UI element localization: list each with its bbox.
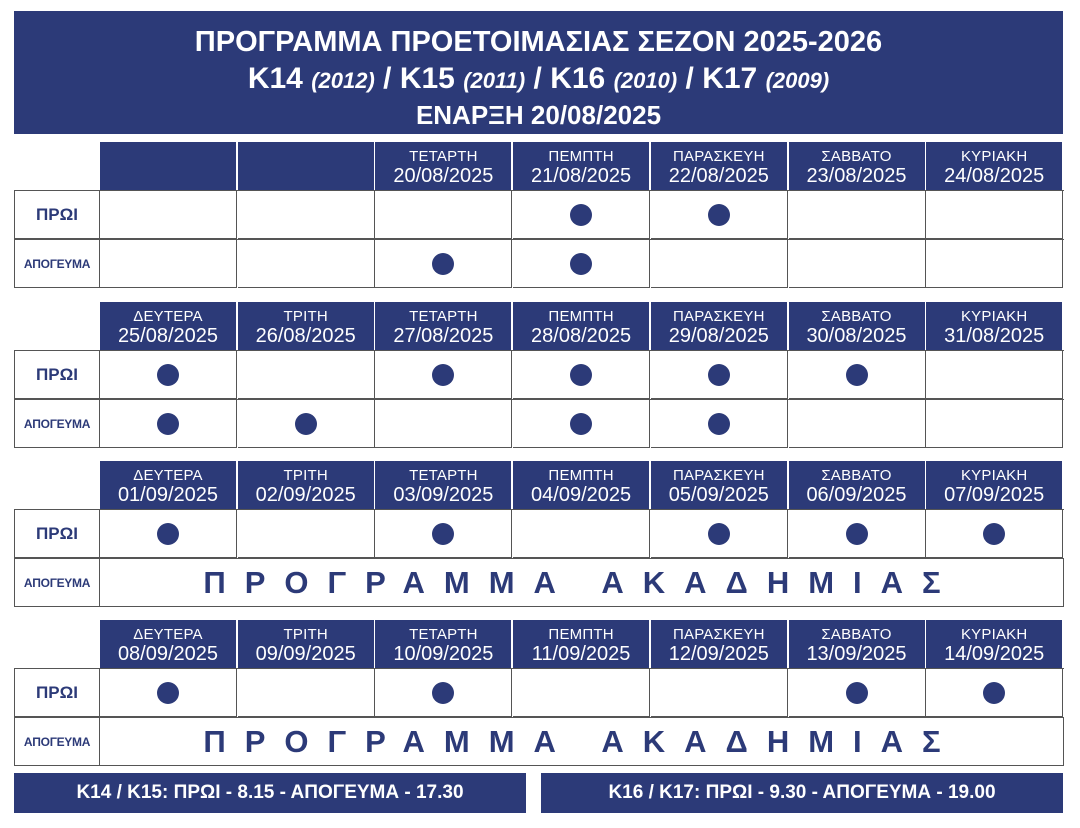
day-date: 29/08/2025 xyxy=(668,325,769,347)
session-dot-icon xyxy=(432,523,454,545)
group-name: Κ15 xyxy=(399,62,455,95)
day-header xyxy=(513,461,649,509)
day-header xyxy=(100,461,236,509)
day-date: 31/08/2025 xyxy=(944,325,1045,347)
session-cell xyxy=(926,191,1063,239)
day-date: 24/08/2025 xyxy=(944,165,1045,187)
session-cell xyxy=(651,191,788,239)
day-name: ΤΡΙΤΗ xyxy=(283,626,328,643)
schedule-title: ΠΡΟΓΡΑΜΜΑ ΠΡΟΕΤΟΙΜΑΣΙΑΣ ΣΕΖΟΝ 2025-2026 xyxy=(194,26,883,58)
session-dot-icon xyxy=(708,364,730,386)
day-header-row xyxy=(14,302,1064,350)
day-name: ΠΑΡΑΣΚΕΥΗ xyxy=(672,308,765,325)
day-name xyxy=(238,142,374,148)
day-name: ΤΕΤΑΡΤΗ xyxy=(409,148,478,165)
week-table xyxy=(14,142,1064,288)
day-name: ΣΑΒΒΑΤΟ xyxy=(821,467,892,484)
session-cell xyxy=(651,669,788,717)
session-dot-icon xyxy=(983,682,1005,704)
day-header-row xyxy=(14,142,1064,190)
session-cell xyxy=(651,351,788,399)
morning-label: ΠΡΩΙ xyxy=(14,510,100,558)
day-date: 20/08/2025 xyxy=(393,165,494,187)
day-name: ΠΕΜΠΤΗ xyxy=(548,467,614,484)
day-date: 14/09/2025 xyxy=(944,643,1045,665)
session-cell xyxy=(375,191,512,239)
session-dot-icon xyxy=(157,682,179,704)
session-cell xyxy=(789,510,926,558)
day-name: ΚΥΡΙΑΚΗ xyxy=(960,308,1028,325)
day-date: 08/09/2025 xyxy=(117,643,219,665)
morning-row xyxy=(14,350,1064,399)
day-date: 27/08/2025 xyxy=(393,325,494,347)
session-dot-icon xyxy=(983,523,1005,545)
group-name: Κ16 xyxy=(550,62,606,95)
session-cell xyxy=(100,351,237,399)
day-date: 02/09/2025 xyxy=(255,484,356,506)
morning-label: ΠΡΩΙ xyxy=(14,669,100,717)
footer-times-k14-k15: Κ14 / Κ15: ΠΡΩΙ - 8.15 - ΑΠΟΓΕΥΜΑ - 17.30 xyxy=(14,773,526,813)
day-header xyxy=(513,620,649,668)
day-name: ΣΑΒΒΑΤΟ xyxy=(821,308,892,325)
academy-program-banner: ΠΡΟΓΡΑΜΜΑ ΑΚΑΔΗΜΙΑΣ xyxy=(100,718,1064,766)
session-cell xyxy=(651,510,788,558)
session-cell xyxy=(513,510,650,558)
day-header xyxy=(238,142,374,190)
session-dot-icon xyxy=(432,364,454,386)
week-table xyxy=(14,302,1064,448)
session-dot-icon xyxy=(295,413,317,435)
day-name: ΠΕΜΠΤΗ xyxy=(548,626,614,643)
day-name: ΠΕΜΠΤΗ xyxy=(548,308,614,325)
session-cell xyxy=(238,191,375,239)
session-cell xyxy=(375,510,512,558)
session-cell xyxy=(789,191,926,239)
start-date: ΕΝΑΡΞΗ 20/08/2025 xyxy=(415,100,662,130)
session-cell xyxy=(375,240,512,288)
day-header xyxy=(238,461,374,509)
session-cell xyxy=(926,510,1063,558)
session-dot-icon xyxy=(708,413,730,435)
morning-row xyxy=(14,509,1064,558)
day-header xyxy=(926,302,1062,350)
day-date: 10/09/2025 xyxy=(393,643,494,665)
day-date: 01/09/2025 xyxy=(117,484,219,506)
morning-row xyxy=(14,190,1064,239)
day-date: 09/09/2025 xyxy=(255,643,356,665)
session-cell xyxy=(651,400,788,448)
session-dot-icon xyxy=(157,523,179,545)
session-dot-icon xyxy=(432,253,454,275)
day-header xyxy=(375,461,511,509)
session-cell xyxy=(375,351,512,399)
footer-times-k16-k17: Κ16 / Κ17: ΠΡΩΙ - 9.30 - ΑΠΟΓΕΥΜΑ - 19.00 xyxy=(541,773,1063,813)
day-header-row xyxy=(14,461,1064,509)
day-name xyxy=(100,142,236,148)
session-cell xyxy=(100,400,237,448)
day-date: 04/09/2025 xyxy=(531,484,632,506)
day-name: ΣΑΒΒΑΤΟ xyxy=(821,626,892,643)
day-date: 28/08/2025 xyxy=(531,325,632,347)
group-separator: / xyxy=(677,62,703,95)
evening-row xyxy=(14,399,1064,448)
day-header xyxy=(651,142,787,190)
day-header xyxy=(651,302,787,350)
day-header xyxy=(789,302,925,350)
day-header xyxy=(375,620,511,668)
day-name: ΚΥΡΙΑΚΗ xyxy=(960,626,1028,643)
morning-label: ΠΡΩΙ xyxy=(14,351,100,399)
session-cell xyxy=(513,351,650,399)
group-name: Κ14 xyxy=(247,62,303,95)
day-name: ΚΥΡΙΑΚΗ xyxy=(960,467,1028,484)
day-name: ΠΑΡΑΣΚΕΥΗ xyxy=(672,626,765,643)
session-cell xyxy=(926,400,1063,448)
academy-program-banner: ΠΡΟΓΡΑΜΜΑ ΑΚΑΔΗΜΙΑΣ xyxy=(100,559,1064,607)
day-header xyxy=(375,142,511,190)
session-dot-icon xyxy=(846,682,868,704)
day-date: 11/09/2025 xyxy=(531,643,631,665)
day-date: 23/08/2025 xyxy=(806,165,907,187)
session-cell xyxy=(100,191,237,239)
session-cell xyxy=(100,510,237,558)
session-cell xyxy=(651,240,788,288)
group-year: (2010) xyxy=(613,68,678,93)
session-cell xyxy=(238,669,375,717)
day-header-row xyxy=(14,620,1064,668)
day-date: 26/08/2025 xyxy=(255,325,356,347)
day-name: ΤΡΙΤΗ xyxy=(283,308,328,325)
session-cell xyxy=(789,400,926,448)
day-name: ΠΑΡΑΣΚΕΥΗ xyxy=(672,467,765,484)
day-name: ΠΕΜΠΤΗ xyxy=(548,148,614,165)
group-year: (2011) xyxy=(463,68,526,93)
group-name: Κ17 xyxy=(702,62,758,95)
day-date: 07/09/2025 xyxy=(944,484,1045,506)
day-name: ΚΥΡΙΑΚΗ xyxy=(960,148,1028,165)
day-header xyxy=(651,461,787,509)
day-header xyxy=(926,620,1062,668)
day-header xyxy=(651,620,787,668)
age-groups-line xyxy=(14,62,1063,98)
session-dot-icon xyxy=(157,364,179,386)
day-header xyxy=(789,620,925,668)
day-header xyxy=(926,142,1062,190)
session-cell xyxy=(789,240,926,288)
session-dot-icon xyxy=(570,204,592,226)
evening-label: ΑΠΟΓΕΥΜΑ xyxy=(14,400,100,448)
day-header xyxy=(100,620,236,668)
day-date: 30/08/2025 xyxy=(806,325,907,347)
session-cell xyxy=(375,400,512,448)
session-cell xyxy=(100,669,237,717)
evening-label: ΑΠΟΓΕΥΜΑ xyxy=(14,718,100,766)
session-cell xyxy=(100,240,237,288)
session-dot-icon xyxy=(708,523,730,545)
session-dot-icon xyxy=(570,364,592,386)
day-date: 12/09/2025 xyxy=(668,643,769,665)
session-dot-icon xyxy=(846,364,868,386)
session-cell xyxy=(513,240,650,288)
session-dot-icon xyxy=(570,413,592,435)
day-header xyxy=(789,142,925,190)
day-header xyxy=(238,620,374,668)
group-year: (2012) xyxy=(311,68,375,93)
evening-label: ΑΠΟΓΕΥΜΑ xyxy=(14,240,100,288)
day-date: 06/09/2025 xyxy=(806,484,907,506)
group-year: (2009) xyxy=(765,68,830,93)
evening-row xyxy=(14,717,1064,766)
session-cell xyxy=(238,351,375,399)
morning-label: ΠΡΩΙ xyxy=(14,191,100,239)
evening-row xyxy=(14,558,1064,607)
day-name: ΔΕΥΤΕΡΑ xyxy=(133,467,203,484)
session-cell xyxy=(513,191,650,239)
session-dot-icon xyxy=(157,413,179,435)
evening-row xyxy=(14,239,1064,288)
day-name: ΤΕΤΑΡΤΗ xyxy=(409,467,478,484)
day-header xyxy=(100,142,236,190)
day-header xyxy=(513,302,649,350)
day-date: 03/09/2025 xyxy=(393,484,494,506)
session-cell xyxy=(375,669,512,717)
week-table xyxy=(14,461,1064,607)
day-header xyxy=(238,302,374,350)
day-date: 13/09/2025 xyxy=(806,643,907,665)
session-cell xyxy=(238,510,375,558)
session-dot-icon xyxy=(570,253,592,275)
day-name: ΤΡΙΤΗ xyxy=(283,467,328,484)
session-cell xyxy=(926,669,1063,717)
session-dot-icon xyxy=(846,523,868,545)
day-name: ΤΕΤΑΡΤΗ xyxy=(409,308,478,325)
group-separator: / xyxy=(525,62,551,95)
session-dot-icon xyxy=(432,682,454,704)
day-header xyxy=(926,461,1062,509)
day-header xyxy=(100,302,236,350)
day-date: 05/09/2025 xyxy=(668,484,769,506)
week-table xyxy=(14,620,1064,766)
day-header xyxy=(375,302,511,350)
session-cell xyxy=(926,351,1063,399)
day-date: 22/08/2025 xyxy=(668,165,769,187)
session-cell xyxy=(926,240,1063,288)
day-date: 25/08/2025 xyxy=(117,325,219,347)
session-cell xyxy=(513,669,650,717)
day-header xyxy=(789,461,925,509)
evening-label: ΑΠΟΓΕΥΜΑ xyxy=(14,559,100,607)
day-header xyxy=(513,142,649,190)
day-name: ΤΕΤΑΡΤΗ xyxy=(409,626,478,643)
session-cell xyxy=(513,400,650,448)
day-name: ΠΑΡΑΣΚΕΥΗ xyxy=(672,148,765,165)
morning-row xyxy=(14,668,1064,717)
day-date: 21/08/2025 xyxy=(531,165,632,187)
group-separator: / xyxy=(374,62,400,95)
day-name: ΣΑΒΒΑΤΟ xyxy=(821,148,892,165)
schedule-header xyxy=(14,11,1063,134)
day-name: ΔΕΥΤΕΡΑ xyxy=(133,308,203,325)
session-cell xyxy=(238,400,375,448)
session-cell xyxy=(789,669,926,717)
day-name: ΔΕΥΤΕΡΑ xyxy=(133,626,203,643)
session-cell xyxy=(238,240,375,288)
session-cell xyxy=(789,351,926,399)
session-dot-icon xyxy=(708,204,730,226)
